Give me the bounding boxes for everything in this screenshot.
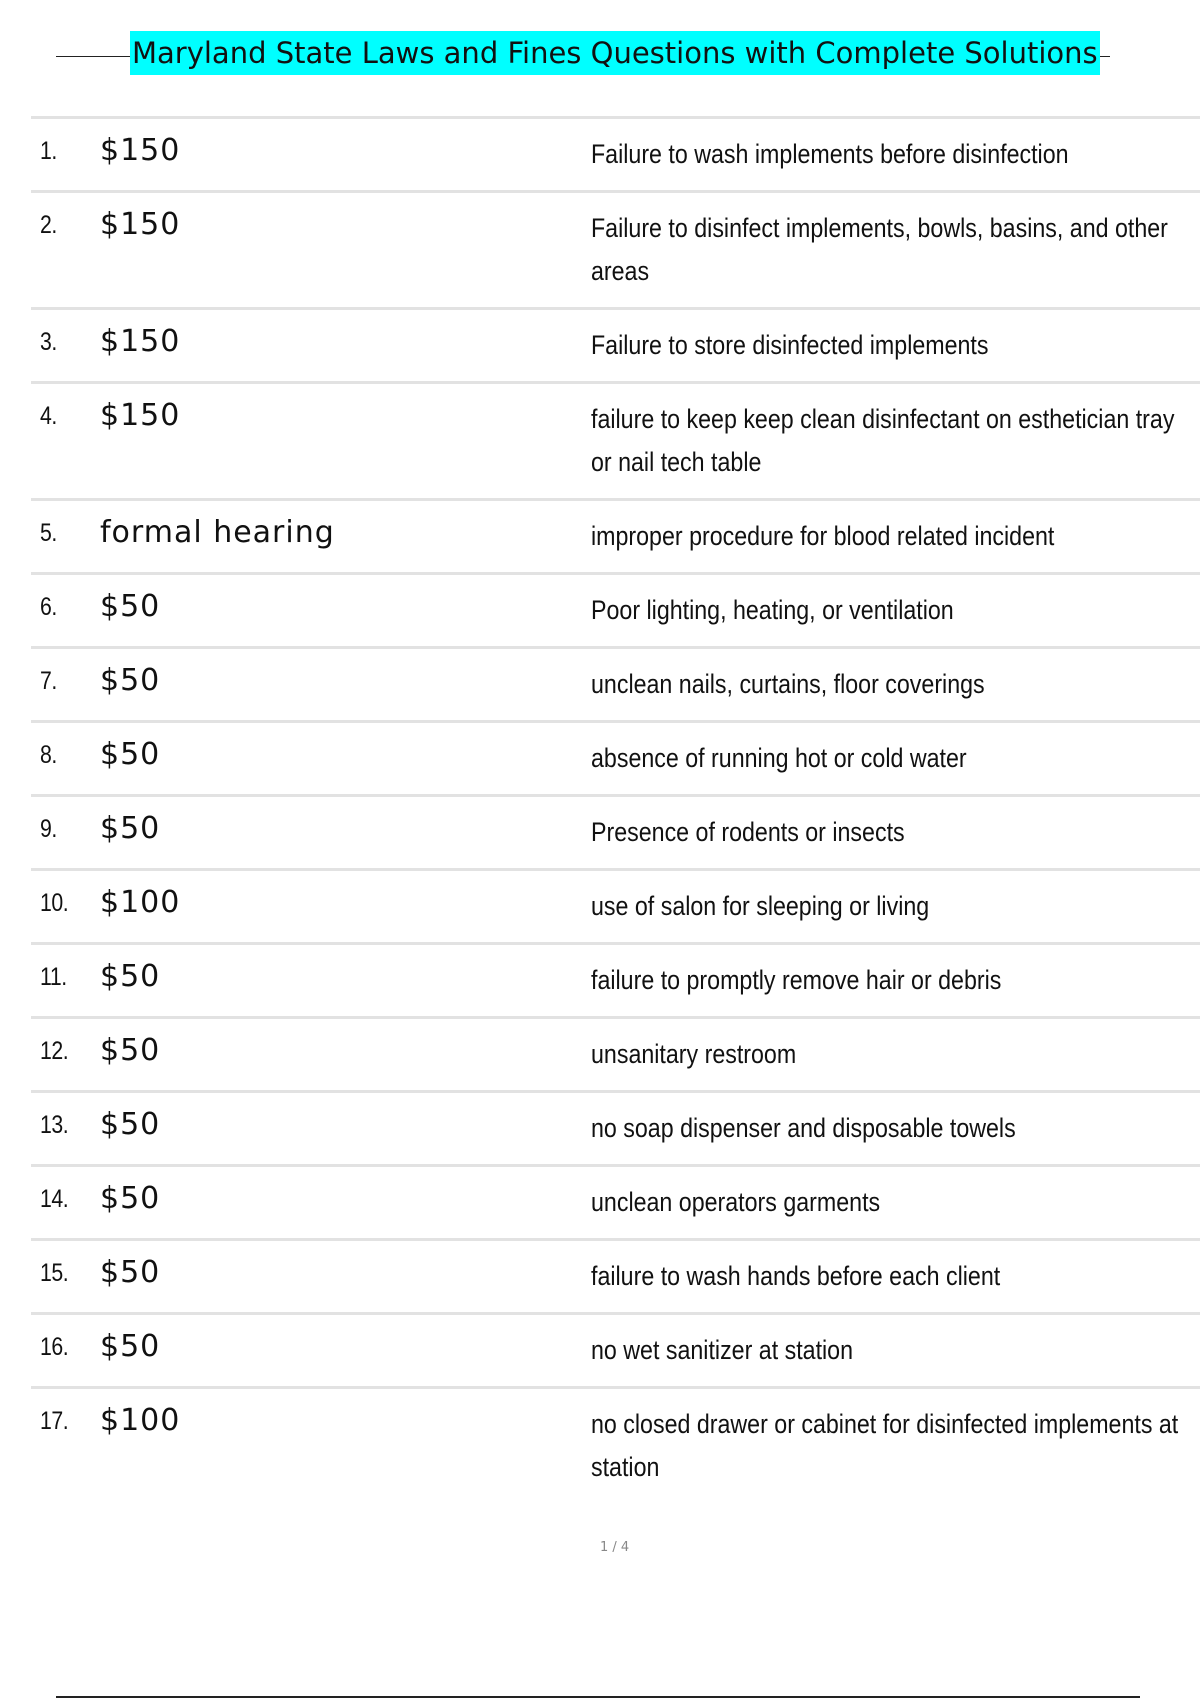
fine-amount: $50 [100,1255,161,1290]
row-number: 15. [40,1259,69,1287]
table-row [31,1238,1200,1312]
table-row [31,1312,1200,1386]
laws-fines-table [31,116,1200,1503]
violation-description: Failure to disinfect implements, bowls, basins, and other areas [591,213,1168,286]
row-number: 3. [40,328,57,356]
row-number: 16. [40,1333,69,1361]
violation-description: unclean nails, curtains, floor coverings [591,669,985,699]
fine-amount: $150 [100,207,181,242]
fine-amount: $50 [100,1107,161,1142]
row-number: 9. [40,815,57,843]
violation-description: unclean operators garments [591,1187,881,1217]
fine-amount: $50 [100,959,161,994]
row-number: 7. [40,667,57,695]
fine-amount: $150 [100,398,181,433]
table-row [31,572,1200,646]
document-title-bar [56,28,1140,78]
violation-description: no soap dispenser and disposable towels [591,1113,1016,1143]
violation-description: Presence of rodents or insects [591,817,905,847]
row-number: 8. [40,741,57,769]
title-right-rule [1100,56,1110,57]
table-row [31,942,1200,1016]
fine-amount: $50 [100,1181,161,1216]
row-number: 13. [40,1111,69,1139]
row-number: 6. [40,593,57,621]
row-number: 10. [40,889,69,917]
fine-amount: $50 [100,1033,161,1068]
table-row [31,307,1200,381]
document-title: Maryland State Laws and Fines Questions with Complete Solutions [130,31,1100,75]
fine-amount: $50 [100,589,161,624]
row-number: 12. [40,1037,69,1065]
table-row [31,720,1200,794]
row-number: 2. [40,211,57,239]
footer-divider [56,1696,1140,1698]
violation-description: improper procedure for blood related incident [591,521,1055,551]
violation-description: unsanitary restroom [591,1039,797,1069]
table-row [31,646,1200,720]
table-row [31,190,1200,307]
table-row [31,1386,1200,1503]
table-row [31,1090,1200,1164]
violation-description: Failure to store disinfected implements [591,330,989,360]
page-indicator: 1 / 4 [600,1540,630,1555]
fine-amount: $50 [100,663,161,698]
table-row [31,794,1200,868]
violation-description: use of salon for sleeping or living [591,891,930,921]
violation-description: Poor lighting, heating, or ventilation [591,595,954,625]
row-number: 14. [40,1185,69,1213]
fine-amount: $100 [100,1403,181,1438]
violation-description: absence of running hot or cold water [591,743,967,773]
fine-amount: $150 [100,324,181,359]
fine-amount: $100 [100,885,181,920]
violation-description: failure to wash hands before each client [591,1261,1001,1291]
row-number: 17. [40,1407,69,1435]
table-row [31,498,1200,572]
table-row [31,1016,1200,1090]
row-number: 5. [40,519,57,547]
fine-amount: formal hearing [100,515,335,550]
row-number: 11. [40,963,67,991]
violation-description: failure to promptly remove hair or debris [591,965,1002,995]
title-left-rule [56,56,130,57]
violation-description: Failure to wash implements before disinfection [591,139,1069,169]
table-row [31,116,1200,190]
fine-amount: $50 [100,811,161,846]
violation-description: failure to keep keep clean disinfectant on esthetician tray or nail tech table [591,404,1175,477]
fine-amount: $50 [100,737,161,772]
violation-description: no closed drawer or cabinet for disinfected implements at station [591,1409,1179,1482]
violation-description: no wet sanitizer at station [591,1335,854,1365]
row-number: 4. [40,402,57,430]
table-row [31,381,1200,498]
table-row [31,1164,1200,1238]
fine-amount: $50 [100,1329,161,1364]
row-number: 1. [40,137,57,165]
table-row [31,868,1200,942]
fine-amount: $150 [100,133,181,168]
